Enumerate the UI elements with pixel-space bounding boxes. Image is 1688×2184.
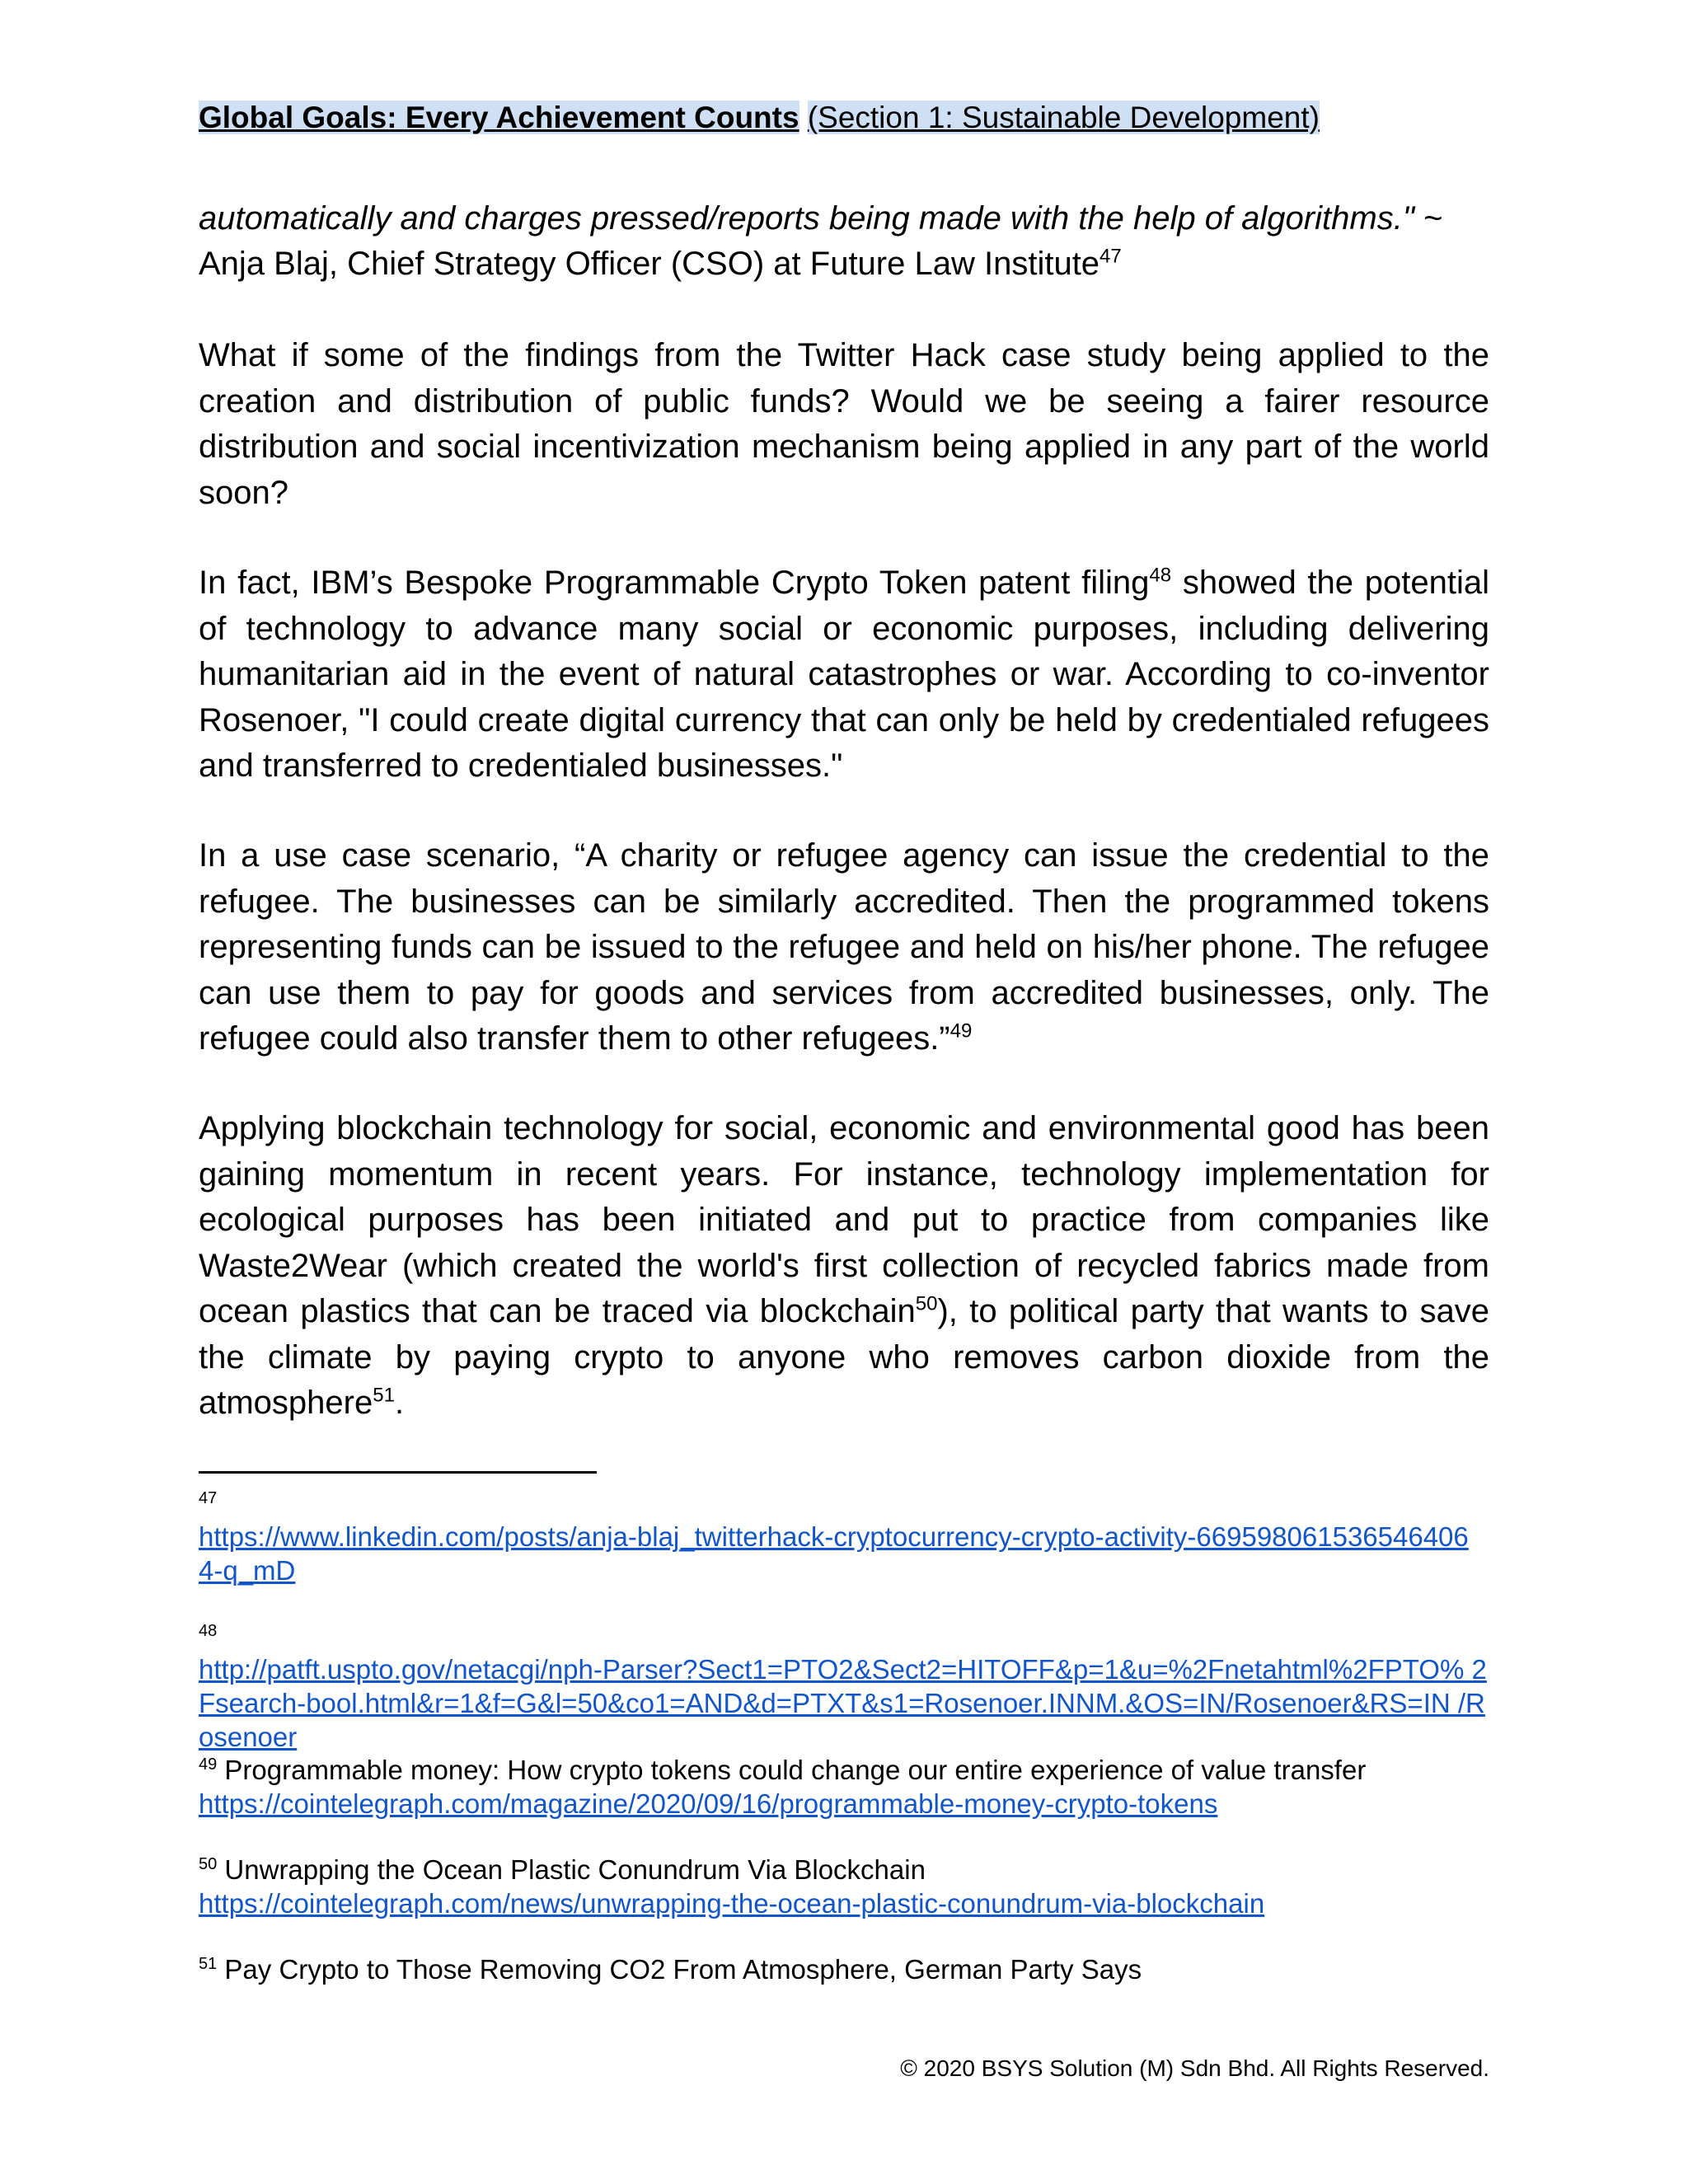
footnote-51: [199, 1952, 1489, 1986]
footnote-47: [199, 1490, 1489, 1587]
footnote-ref-48[interactable]: 48: [1149, 564, 1172, 587]
paragraph-blockchain-part1: Applying blockchain technology for social, economic and environmental good has been gaining momentum in recent years. For instance, technology implementation for ecological purposes has been initiated and put to practice from companies like Waste2Wear (which created the world's first collection of recycled fabrics made from ocean plastics that can be traced via blockchain: [199, 1110, 1489, 1329]
paragraph-blockchain-part2: ), to political party that wants to save the climate by paying crypto to anyone who removes carbon dioxide from the atmosphere: [199, 1293, 1489, 1421]
footnote-title: Programmable money: How crypto tokens could change our entire experience of value transfer: [224, 1755, 1367, 1785]
footnote-link[interactable]: https://cointelegraph.com/news/unwrapping-the-ocean-plastic-conundrum-via-blockchain: [199, 1888, 1265, 1919]
footnote-link[interactable]: https://www.linkedin.com/posts/anja-blaj_twitterhack-cryptocurrency-crypto-activity-669598061536546406 4-q_mD: [199, 1521, 1469, 1586]
footnote-50: [199, 1853, 1489, 1920]
footnote-ref-50[interactable]: 50: [915, 1292, 938, 1315]
page-header: [199, 97, 1320, 138]
paragraph-usecase-text: In a use case scenario, “A charity or refugee agency can issue the credential to the refugee. The businesses can be similarly accredited. Then the programmed tokens representing funds can be issued to the refugee and held on his/her phone. The refugee can use them to pay for goods and services from accredited businesses, only. The refugee could also transfer them to other refugees.”: [199, 837, 1489, 1057]
paragraph-blockchain: [199, 1106, 1489, 1427]
footnote-number: 49: [199, 1755, 218, 1774]
footnote-48: [199, 1623, 1489, 1754]
footnote-49: [199, 1753, 1489, 1821]
copyright-footer: © 2020 BSYS Solution (M) Sdn Bhd. All Rights Reserved.: [900, 2055, 1489, 2081]
paragraph-ibm: [199, 560, 1489, 790]
footnote-ref-49[interactable]: 49: [950, 1019, 973, 1043]
footnote-title: Pay Crypto to Those Removing CO2 From Atmosphere, German Party Says: [224, 1954, 1142, 1985]
quote-attribution-line: [199, 241, 1489, 288]
footnote-number: 50: [199, 1855, 218, 1873]
footnote-title: Unwrapping the Ocean Plastic Conundrum Via Blockchain: [224, 1854, 926, 1885]
footnote-ref-51[interactable]: 51: [373, 1384, 395, 1407]
footnote-link[interactable]: http://patft.uspto.gov/netacgi/nph-Parser?Sect1=PTO2&Sect2=HITOFF&p=1&u=%2Fnetahtml%2FPTO% 2Fsearch-bool.html&r=1&f=G&l=50&co1=AND&d=PTXT&s1=Rosenoer.INNM.&OS=IN/Rosenoer&RS=IN /Rosenoer: [199, 1654, 1487, 1752]
paragraph-blockchain-end: .: [394, 1385, 405, 1421]
paragraph-usecase: [199, 833, 1489, 1062]
paragraph-ibm-part2: showed the potential of technology to advance many social or economic purposes, including delivering humanitarian aid in the event of natural catastrophes or war. According to co-inventor Rosenoer, "I could create digital currency that can only be held by credentialed refugees and transferred to credentialed businesses.": [199, 565, 1490, 784]
header-title: Global Goals: Every Achievement Counts: [199, 101, 799, 134]
paragraph-twitter: What if some of the findings from the Twitter Hack case study being applied to the creation and distribution of public funds? Would we be seeing a fairer resource distribution and social incentivization mechanism being applied in any part of the world soon?: [199, 337, 1489, 511]
quote-text: automatically and charges pressed/reports being made with the help of algorithms.": [199, 200, 1414, 237]
paragraph-ibm-part1: In fact, IBM’s Bespoke Programmable Crypto Token patent filing: [199, 565, 1150, 601]
quote-attribution: Anja Blaj, Chief Strategy Officer (CSO) at Future Law Institute: [199, 246, 1100, 282]
footnote-separator: [199, 1471, 597, 1474]
footnote-link[interactable]: https://cointelegraph.com/magazine/2020/09/16/programmable-money-crypto-tokens: [199, 1788, 1218, 1819]
quote-paragraph: [199, 196, 1489, 242]
header-section: (Section 1: Sustainable Development): [807, 101, 1320, 134]
footnote-number: 48: [199, 1622, 218, 1640]
footnote-ref-47[interactable]: 47: [1100, 245, 1122, 268]
footnote-number: 51: [199, 1955, 218, 1973]
quote-tilde: ~: [1423, 200, 1443, 237]
footnote-number: 47: [199, 1489, 218, 1507]
